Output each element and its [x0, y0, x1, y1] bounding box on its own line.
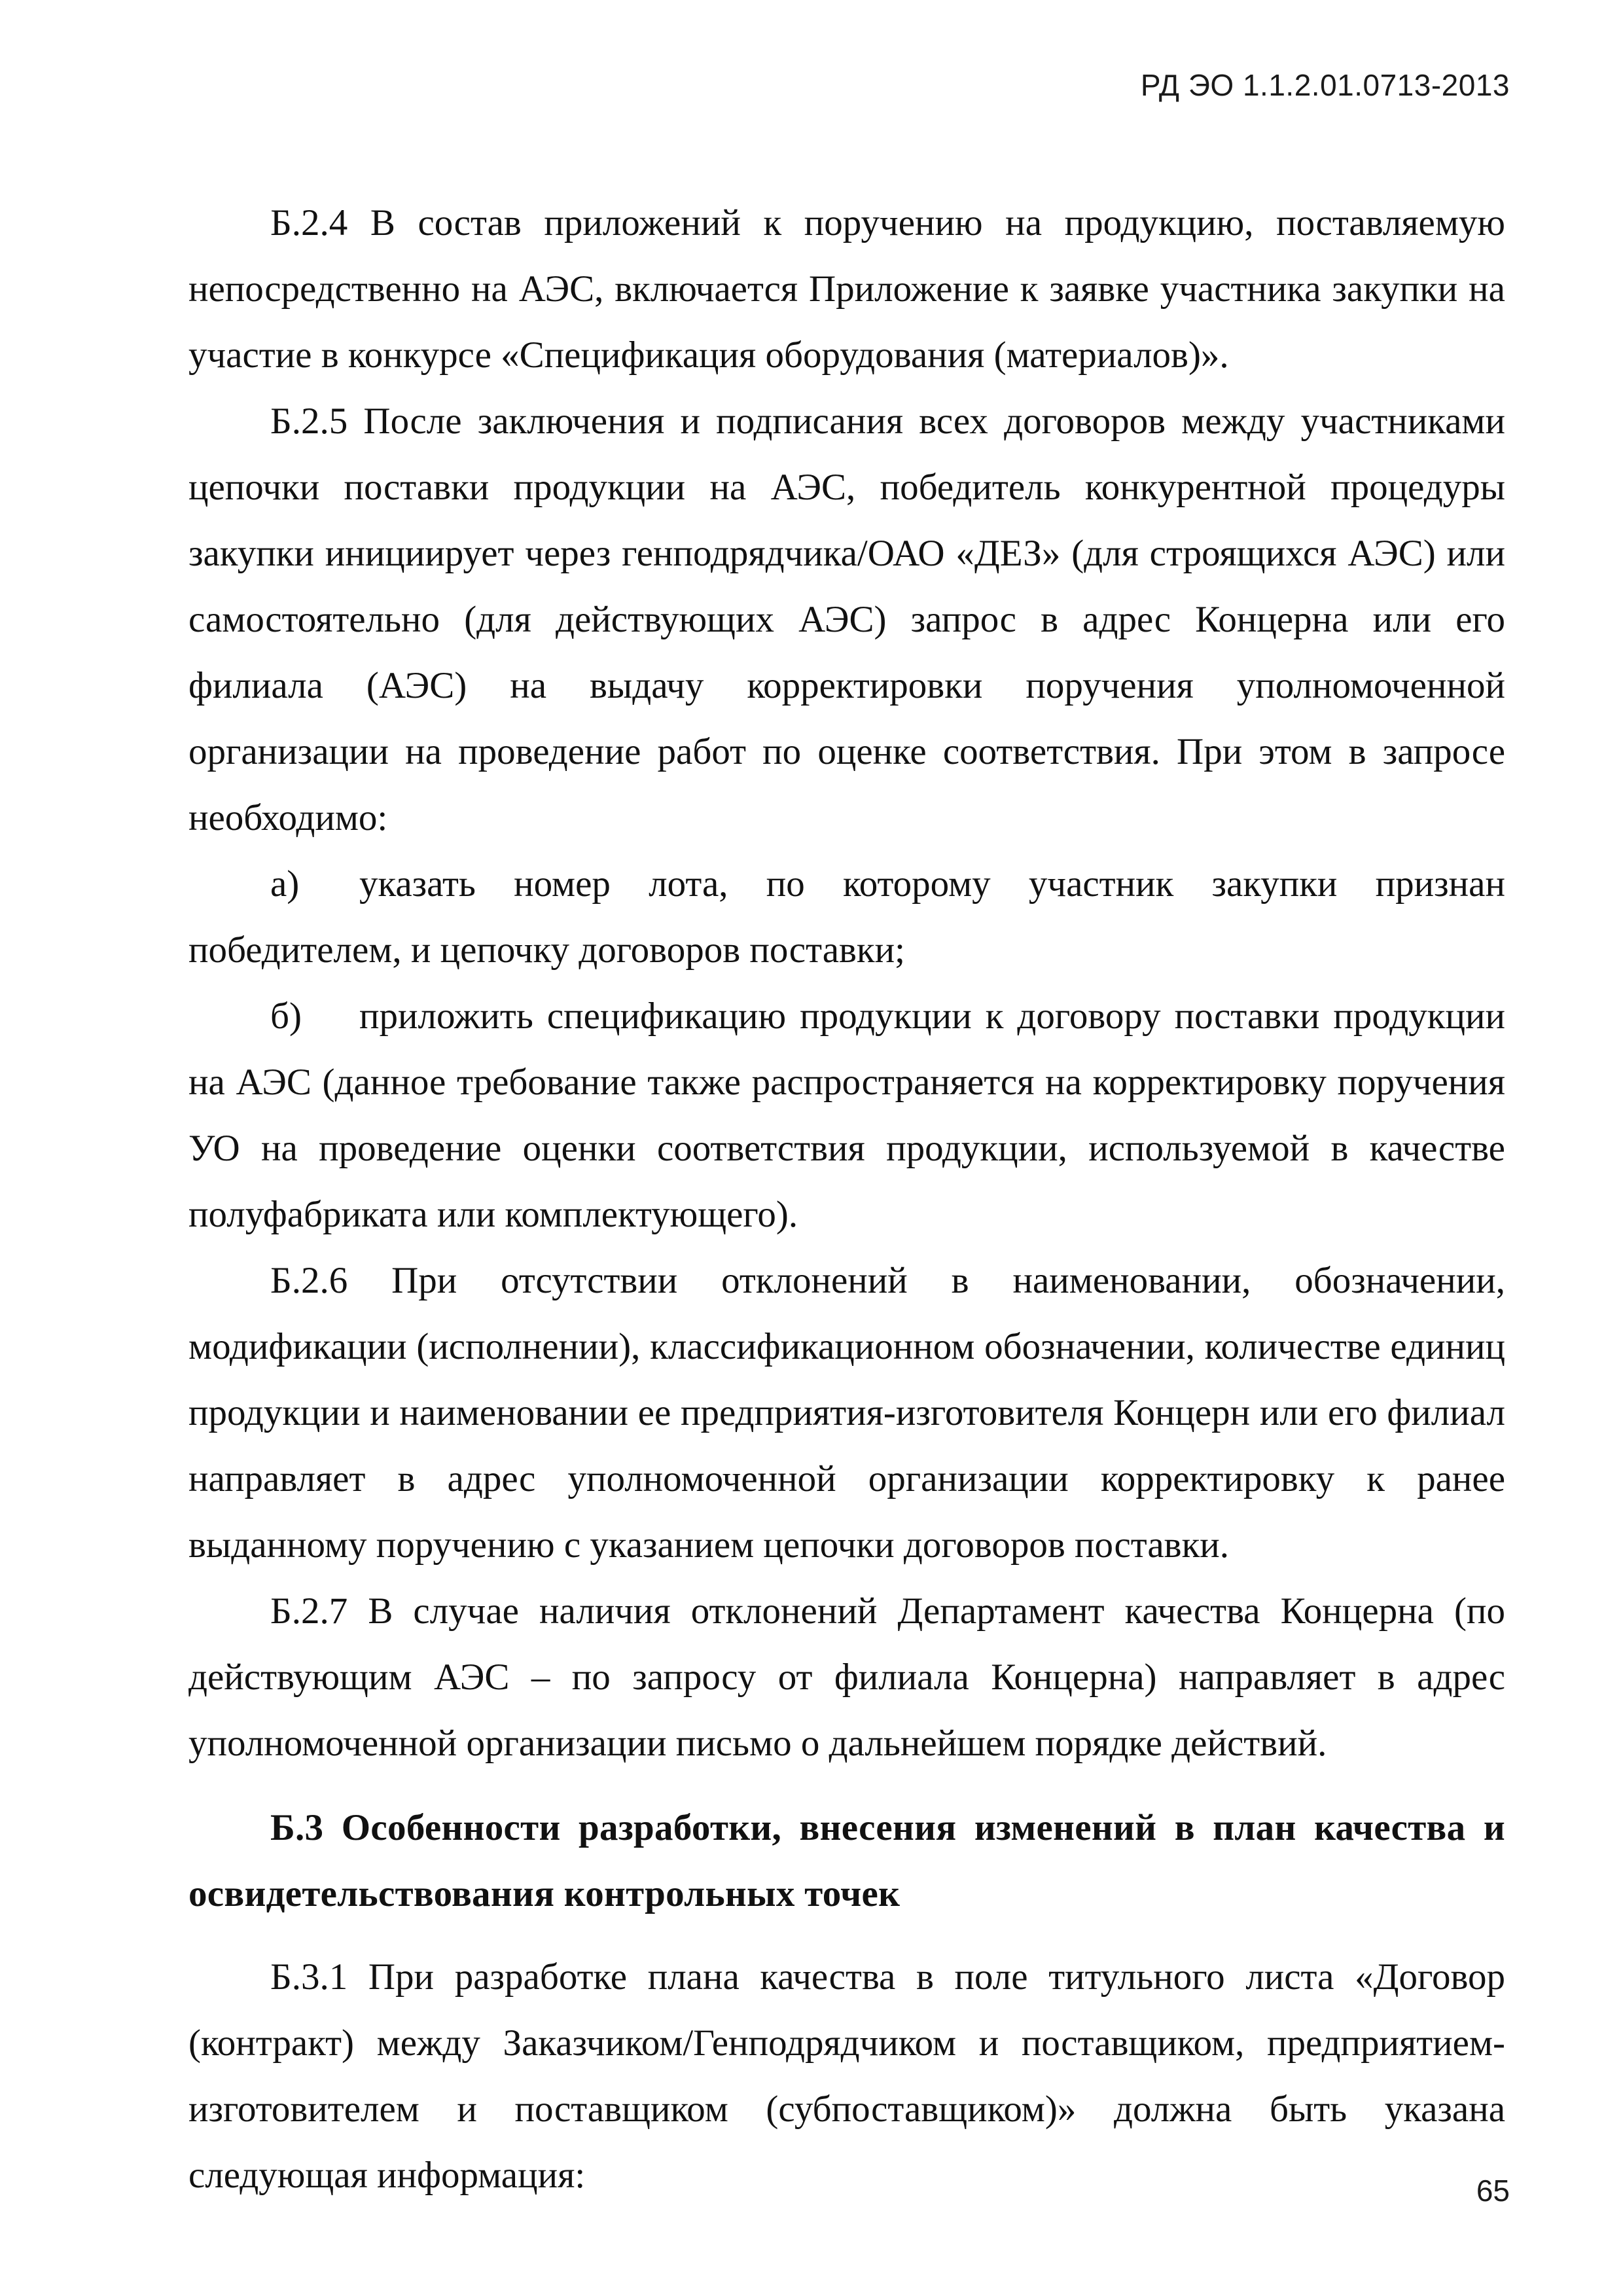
page-number: 65: [1476, 2174, 1510, 2208]
paragraph-b-2-7: Б.2.7 В случае наличия отклонений Департамент качества Концерна (по действующим АЭС – по запросу от филиала Концерна) направляет в адрес уполномоченной организации письмо о дальнейшем порядке действий.: [188, 1590, 1505, 1764]
paragraph-b-2-5: Б.2.5 После заключения и подписания всех договоров между участниками цепочки поставки продукции на АЭС, победитель конкурентной процедуры закупки инициирует через генподрядчика/ОАО «ДЕЗ» (для строящихся АЭС) или самостоятельно (для действующих АЭС) запрос в адрес Концерна или его филиала (АЭС) на выдачу корректировки поручения уполномоченной организации на проведение работ по оценке соответствия. При этом в запросе необходимо:: [188, 401, 1505, 838]
list-marker-a: а): [270, 863, 300, 905]
list-item-a-text: указать номер лота, по которому участник закупки признан победителем, и цепочку договоров поставки;: [188, 863, 1505, 971]
paragraph-b-3-1: Б.3.1 При разработке плана качества в поле титульного листа «Договор (контракт) между Заказчиком/Генподрядчиком и поставщиком, предприятием-изготовителем и поставщиком (субпоставщиком)» должна быть указана следующая информация:: [188, 1956, 1505, 2196]
paragraph-b-2-4: Б.2.4 В состав приложений к поручению на продукцию, поставляемую непосредственно на АЭС, включается Приложение к заявке участника закупки на участие в конкурсе «Спецификация оборудования (материалов)».: [188, 202, 1505, 376]
list-item-b: [188, 983, 1505, 1247]
document-body: [188, 190, 1505, 2208]
list-item-b-text: приложить спецификацию продукции к договору поставки продукции на АЭС (данное требование также распространяется на корректировку поручения УО на проведение оценки соответствия продукции, используемой в качестве полуфабриката или комплектующего).: [188, 996, 1505, 1235]
list-item-a: [188, 851, 1505, 983]
section-heading-b-3: Б.3 Особенности разработки, внесения изменений в план качества и освидетельствования контрольных точек: [188, 1807, 1505, 1914]
document-code: РД ЭО 1.1.2.01.0713-2013: [1140, 68, 1510, 102]
paragraph-b-2-6: Б.2.6 При отсутствии отклонений в наименовании, обозначении, модификации (исполнении), классификационном обозначении, количестве единиц продукции и наименовании ее предприятия-изготовителя Концерн или его филиал направляет в адрес уполномоченной организации корректировку к ранее выданному поручению с указанием цепочки договоров поставки.: [188, 1260, 1505, 1566]
list-marker-b: б): [270, 996, 302, 1037]
